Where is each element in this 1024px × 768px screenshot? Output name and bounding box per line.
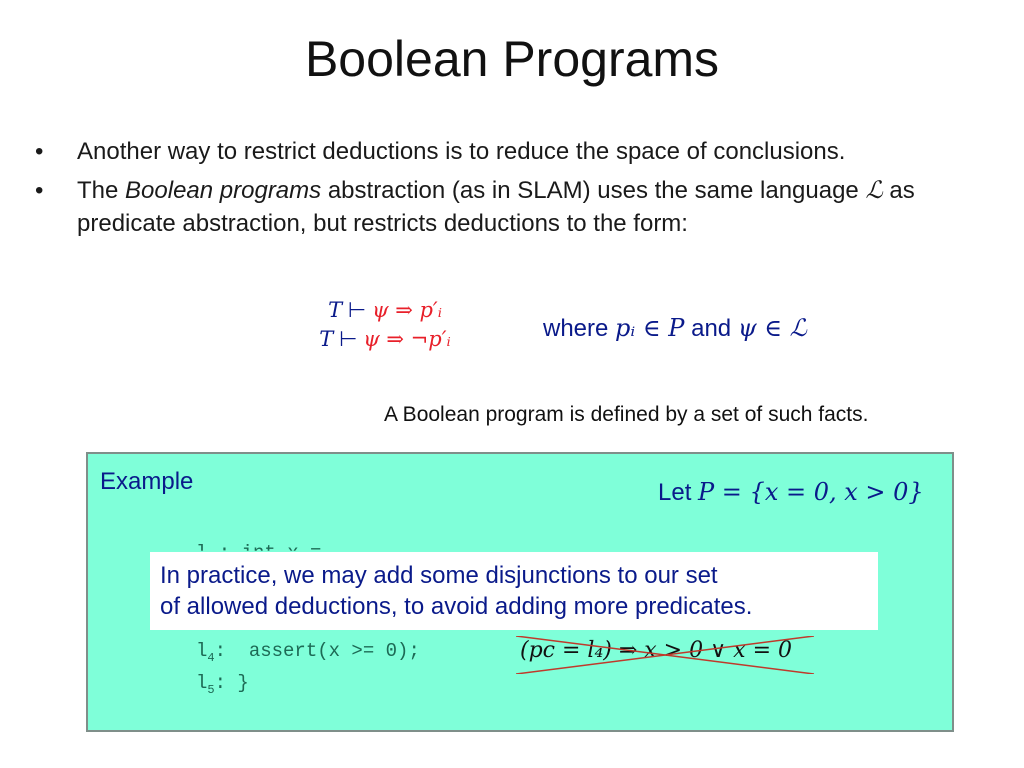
formula-turnstile: ⊢ xyxy=(333,328,364,351)
bullet-text-post: as predicate abstraction, but restricts deductions to the form: xyxy=(77,177,915,237)
formula-line-2 xyxy=(300,325,470,354)
bullet-item-2 xyxy=(30,174,1005,240)
formula-line-1 xyxy=(300,296,470,325)
bullet-symbol: • xyxy=(35,138,44,165)
practice-note-line-1: In practice, we may add some disjunctions to our set xyxy=(160,562,718,589)
code-label-sub: 5 xyxy=(207,682,215,697)
code-text: : } xyxy=(214,672,249,694)
practice-note xyxy=(150,552,878,630)
where-math-1: pᵢ ∈ P xyxy=(615,314,685,342)
code-line-5 xyxy=(196,672,249,697)
code-text: : assert(x >= 0); xyxy=(214,640,420,662)
formula-theory: T xyxy=(328,298,343,322)
code-label-sub: 4 xyxy=(207,650,215,665)
bullet-item-1 xyxy=(30,135,1005,168)
code-label: l xyxy=(196,640,208,662)
where-clause xyxy=(543,314,807,343)
and-word: and xyxy=(684,315,738,342)
bullet-list xyxy=(30,135,1005,246)
deduction-formulas xyxy=(300,296,470,354)
bullet-text-mid: abstraction (as in SLAM) uses the same language xyxy=(321,177,866,204)
cross-out-lines xyxy=(516,636,814,674)
bullet-symbol: • xyxy=(35,177,44,204)
let-word: Let xyxy=(658,479,699,506)
crossed-out-deduction xyxy=(516,636,814,674)
practice-note-line-2: of allowed deductions, to avoid adding more predicates. xyxy=(160,593,753,620)
example-label: Example xyxy=(100,468,194,495)
let-statement xyxy=(658,478,924,507)
bullet-text-pre: The xyxy=(77,177,126,204)
crossed-expression: (pc = l₄) ⇒ x > 0 ∨ x = 0 xyxy=(520,638,793,663)
bullet-text: Another way to restrict deductions is to reduce the space of conclusions. xyxy=(77,138,846,165)
formula-theory: T xyxy=(319,327,334,351)
bullet-text-emphasis: Boolean programs xyxy=(125,177,322,204)
definition-note: A Boolean program is defined by a set of such facts. xyxy=(384,403,869,426)
where-math-2: ψ ∈ ℒ xyxy=(737,314,807,342)
code-label: l xyxy=(196,672,208,694)
page-title: Boolean Programs xyxy=(304,31,720,87)
where-word: where xyxy=(543,315,616,342)
let-math: P = {x = 0, x > 0} xyxy=(698,478,924,506)
formula-implication: ψ ⇒ ¬p′ᵢ xyxy=(363,327,451,351)
code-line-4 xyxy=(196,640,420,665)
formula-implication: ψ ⇒ p′ᵢ xyxy=(372,298,442,322)
formula-turnstile: ⊢ xyxy=(342,299,373,322)
language-symbol: ℒ xyxy=(865,176,883,204)
